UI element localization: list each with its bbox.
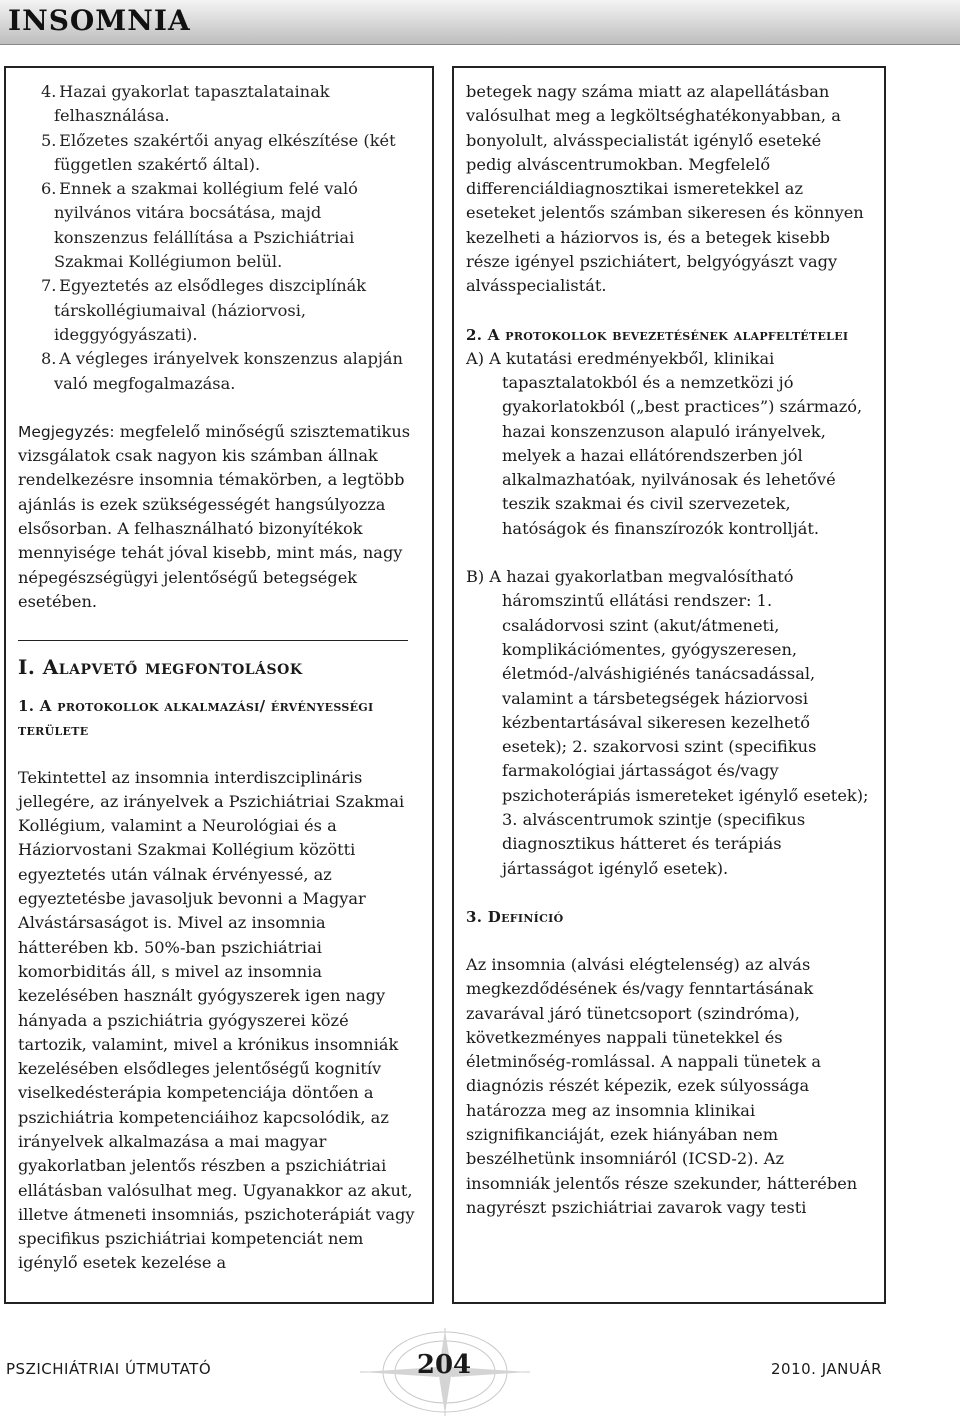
list-item: A) A kutatási eredményekből, klinikai tapasztalatokból és a nemzetközi jó gyakorlatokból („best practices”) származó, hazai konszenzuson alapuló irányelvek, melyek a hazai ellátórendszerben jól alkalmazhatóak, nyilvánosak és lehetővé teszik szakmai és civil szervezetek, hatóságok és finanszírozók kontrollját. <box>466 348 863 538</box>
note-text: megfelelő minőségű szisztematikus vizsgálatok csak nagyon kis számban állnak rendelkezésre insomnia témakörben, a legtöbb ajánlás is ezek szükségességét hangsúlyozza elsősorban. A felhasználható bizonyítékok mennyisége tehát jóval kisebb, mint más, nagy népegészségügyi jelentőségű betegségek esetében. <box>18 421 411 611</box>
list-item: 7. Egyeztetés az elsődleges diszciplínák társkollégiumaival (háziorvosi, ideggyógyászati). <box>41 276 367 344</box>
list-item: B) A hazai gyakorlatban megvalósítható háromszintű ellátási rendszer: 1. családorvosi szint (akut/átmeneti, komplikációmentes, gyógyszeresen, életmód-/alváshigiénés tanácsadással, valamint a társbetegségek háziorvosi kézbentartásával sikeresen kezelhető esetek); 2. szakorvosi szint (specifikus farmakológiai jártasságot és/vagy pszichoterápiás ismereteket igénylő esetek); 3. alváscentrumok szintje (specifikus diagnosztikus hátteret és terápiás jártasságot igénylő esetek). <box>466 567 869 878</box>
running-header <box>0 0 960 45</box>
left-column-content <box>18 80 420 1276</box>
left-column <box>4 66 434 1304</box>
prerequisite-list <box>466 347 872 881</box>
subsection-1-text: Tekintettel az insomnia interdiszciplináris jellegére, az irányelvek a Pszichiátriai Szakmai Kollégium, valamint a Neurológiai és a Háziorvostani Szakmai Kollégium közötti egyeztetés után válnak érvényessé, az egyeztetésbe javasoljuk bevonni a Magyar Alvástársaságot is. Mivel az insomnia hátterében kb. 50%-ban pszichiátriai komorbiditás áll, s mivel az insomnia kezelésében használt gyógyszerek igen nagy hányada a pszichiátria gyógyszerei közé tartozik, valamint, mivel a krónikus insomniák kezelésében elsődleges jelentőségű kognitív viselkedésterápia kompetenciája döntően a pszichiátria kompetenciáihoz kapcsolódik, az irányelvek alkalmazása a mai magyar gyakorlatban jelentős részben a pszichiátriai ellátásban valósulhat meg. Ugyanakkor az akut, illetve átmeneti insomniás, pszichoterápiát vagy specifikus pszichiátriai kompetenciát nem igénylő esetek kezelése a <box>18 767 415 1273</box>
page-footer <box>0 1328 960 1416</box>
running-header-title: INSOMNIA <box>8 4 191 37</box>
subsection-heading-1: 1. A protokollok alkalmazási/ érvényességi területe <box>18 696 374 739</box>
section-divider <box>18 640 408 641</box>
list-item: 8. A végleges irányelvek konszenzus alapján való megfogalmazása. <box>41 349 403 393</box>
subsection-heading-2: 2. A protokollok bevezetésének alapfeltételei <box>466 325 849 344</box>
note-label: Megjegyzés: <box>18 422 115 441</box>
footer-publication-title: PSZICHIÁTRIAI ÚTMUTATÓ <box>6 1360 212 1378</box>
continued-paragraph: betegek nagy száma miatt az alapellátásban valósulhat meg a legköltséghatékonyabban, a bonyolult, alvásspecialistát igénylő eseteké pedig alváscentrumokban. Megfelelő differenciáldiagnosztikai ismeretekkel az eseteket jelentős számban sikeresen és könnyen kezelheti a háziorvos is, és a betegek kisebb része igényel pszichiátert, belgyógyászt vagy alvásspecialistát. <box>466 82 864 296</box>
note-paragraph <box>18 420 420 614</box>
list-item: 4. Hazai gyakorlat tapasztalatainak felhasználása. <box>41 82 330 126</box>
list-item: 6. Ennek a szakmai kollégium felé való nyilvános vitára bocsátása, majd konszenzus felállítása a Pszichiátriai Szakmai Kollégiumon belül. <box>41 179 358 272</box>
right-column <box>452 66 886 1304</box>
procedure-list <box>18 80 420 396</box>
list-item: 5. Előzetes szakértői anyag elkészítése (két független szakértő által). <box>41 130 396 174</box>
page-number: 204 <box>416 1350 472 1380</box>
right-column-content <box>466 80 872 1220</box>
subsection-heading-3: 3. Definíció <box>466 907 564 926</box>
definition-text: Az insomnia (alvási elégtelenség) az alvás megkezdődésének és/vagy fenntartásának zavarával járó tünetcsoport (szindróma), következményes nappali tünetekkel és életminőség-romlással. A nappali tünetek a diagnózis részét képezik, ezek súlyossága határozza meg az insomnia klinikai szignifikanciáját, ezek hiányában nem beszélhetünk insomniáról (ICSD-2). Az insomniák jelentős része szekunder, hátterében nagyrészt pszichiátriai zavarok vagy testi <box>466 954 858 1217</box>
footer-date: 2010. JANUÁR <box>770 1360 882 1378</box>
section-heading: I. Alapvető megfontolások <box>18 655 303 680</box>
